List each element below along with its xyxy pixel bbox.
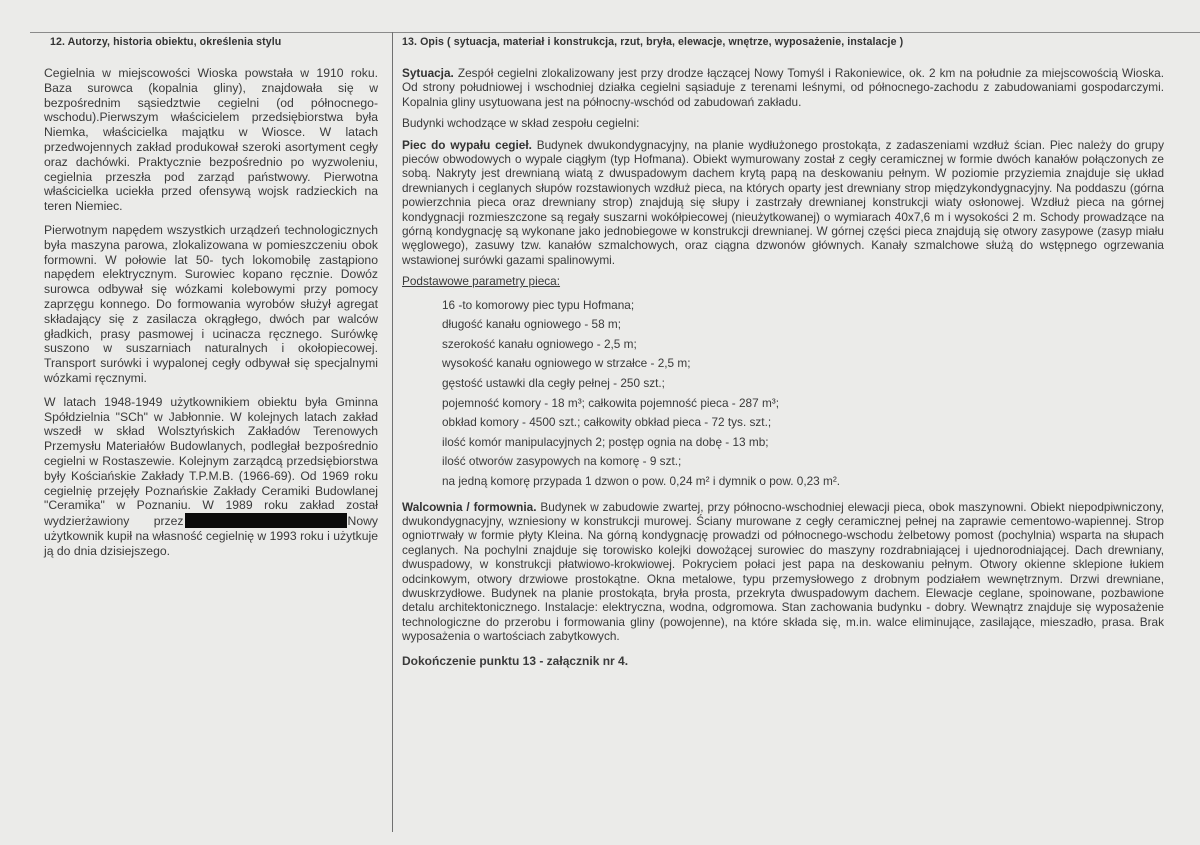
situation-text: Zespół cegielni zlokalizowany jest przy drodze łączącej Nowy Tomyśl i Rakoniewice, ok. 2 km na południe za miejscowością Wioska. Od strony południowej i wschodniej działka cegielni sąsiaduje z terenami leśnymi, od północnego-zachodu z zabudowaniami gospodarczymi. Kopalnia gliny usytuowana jest na północny-wschód od zabudowań zakładu. <box>402 66 1164 109</box>
kiln-parameter: szerokość kanału ogniowego - 2,5 m; <box>442 336 637 351</box>
column-divider <box>392 32 393 832</box>
mill-paragraph <box>402 500 1164 644</box>
kiln-parameter: obkład komory - 4500 szt.; całkowity obkład pieca - 72 tys. szt.; <box>442 415 772 430</box>
kiln-parameter: pojemność komory - 18 m³; całkowita pojemność pieca - 287 m³; <box>442 395 779 410</box>
section-13 <box>402 36 1164 668</box>
situation-paragraph <box>402 66 1164 109</box>
kiln-parameter: wysokość kanału ogniowego w strzałce - 2,5 m; <box>442 356 691 371</box>
history-paragraph-2: Pierwotnym napędem wszystkich urządzeń technologicznych była maszyna parowa, zlokalizowana w pomieszczeniu obok formowni. W połowie lat 50- tych lokomobilę zastąpiono napędem elektrycznym. Surowiec kopano ręcznie. Dowóz surowca odbywał się wózkami kolebowymi przy pomocy zaprzęgu konnego. Do formowania wyrobów służył agregat składający się z zasilacza okrągłego, dwóch par walców gładkich, prasy pasmowej i ucinacza ręcznego. Surówkę suszono w suszarniach naturalnych i okołopiecowej. Transport surówki i wypalonej cegły odbywał się specjalnymi wózkami ręcznymi. <box>44 222 378 385</box>
kiln-paragraph <box>402 138 1164 268</box>
section-12 <box>44 36 378 568</box>
kiln-parameter: 16 -to komorowy piec typu Hofmana; <box>442 297 635 312</box>
kiln-parameter: długość kanału ogniowego - 58 m; <box>442 317 622 332</box>
kiln-parameters-title: Podstawowe parametry pieca: <box>402 274 561 289</box>
kiln-lead: Piec do wypału cegieł. <box>402 137 532 152</box>
situation-lead: Sytuacja. <box>402 66 454 80</box>
buildings-intro: Budynki wchodzące w skład zespołu cegielni: <box>402 116 640 131</box>
header-rule <box>30 32 1200 33</box>
kiln-parameter: gęstość ustawki dla cegły pełnej - 250 szt.; <box>442 376 665 391</box>
history-paragraph-1: Cegielnia w miejscowości Wioska powstała w 1910 roku. Baza surowca (kopalnia gliny), znajdowała się w bezpośrednim sąsiedztwie cegielni (od północnego-wschodu).Pierwszym właścicielem przedsiębiorstwa była Niemka, właścicielka majątku w Wiosce. W latach przedwojennych zakład produkował szeroki asortyment cegły oraz dachówki. Praktycznie bezpośrednio po wyzwoleniu, cegielnia przeszła pod zarząd państwowy. Pierwotna właścicielka uciekła przed ofensywą wojsk radzieckich na teren Niemiec. <box>44 66 378 214</box>
kiln-parameter: ilość otworów zasypowych na komorę - 9 szt.; <box>442 454 682 469</box>
mill-lead: Walcownia / formownia. <box>402 499 537 514</box>
section-12-title: 12. Autorzy, historia obiektu, określenia stylu <box>50 36 282 48</box>
kiln-parameter: ilość komór manipulacyjnych 2; postęp ognia na dobę - 13 mb; <box>442 434 769 449</box>
history-paragraph-3-start: W latach 1948-1949 użytkownikiem obiektu była Gminna Spółdzielnia "SCh" w Jabłonnie. W kolejnych latach zakład wszedł w skład Wolsztyńskich Zakładów Terenowych Przemysłu Materiałów Budowlanych, podległał bezpośrednio cegielni w Rostaszewie. Kolejnym zarządcą przedsiębiorstwa były Kościańskie Zakłady T.P.M.B. (1966-69). Od 1969 roku cegielnię przejęły Poznańskie Zakłady Ceramiki Budowlanej "Ceramika" w Poznaniu. W 1989 roku zakład został wydzierżawiony przez <box>44 394 378 529</box>
history-paragraph-3 <box>44 395 378 559</box>
kiln-parameter: na jedną komorę przypada 1 dzwon o pow. 0,24 m² i dymnik o pow. 0,23 m². <box>442 474 841 489</box>
section-13-title: 13. Opis ( sytuacja, materiał i konstrukcja, rzut, bryła, elewacje, wnętrze, wyposażenie, instalacje ) <box>402 36 904 48</box>
kiln-text: Budynek dwukondygnacyjny, na planie wydłużonego prostokąta, z zadaszeniami wzdłuż ścian. Piec należy do grupy pieców obwodowych o wypale ciągłym (typ Hofmana). Obiekt wymurowany został z cegły ceramicznej w formie dwóch kanałów połączonych ze sobą. Nakryty jest drewnianą wiatą z dwuspadowym dachem krytą papą na deskowaniu pełnym. W poziomie przyziemia znajduje się układ drewnianych i ceglanych słupów rozstawionych wzdłuż pieca, na których oparty jest drewniany strop międzykondygnacyjny. Na poddaszu (górna powierzchnia pieca oraz drewniany strop) znajdują się słupy i zastrzały drewnianej konstrukcji wiaty osłonowej. Wzdłuż pieca na górnej kondygnacji rozmieszczone są regały suszarni wokółpiecowej (nieużytkowanej) o wymiarach 40x7,6 m i wysokości 2 m. Schody prowadzące na górną kondygnację są wykonane jako jednobiegowe w konstrukcji drewnianej. W górnej części pieca znajdują się otwory zasypowe (zasyp miału węglowego), zasuwy tzw. kanałów szmalchowych, oraz ciągna dzwonów głównych. Kanały szmalchowe służą do wstępnego ogrzewania wstawionej surówki gazami spalinowymi. <box>402 137 1164 267</box>
redaction-bar <box>185 513 347 528</box>
history-paragraph-3-end: Nowy użytkownik kupił na własność cegielnię w 1993 roku i użytkuje ją do dnia dzisiejszego. <box>44 514 378 558</box>
kiln-parameters-list <box>442 296 1164 492</box>
mill-text: Budynek w zabudowie zwartej, przy północno-wschodniej elewacji pieca, obok maszynowni. Obiekt niepodpiwniczony, dwukondygnacyjny, wzniesiony w konstrukcji murowej. Ściany murowane z cegły ceramicznej pełnej na zaprawie cementowo-wapiennej. Strop ognioтrwały w formie płyty Kleina. Na górną kondygnację prowadzi od północnego-wschodu żelbetowy pomost (pochylnia) wsparta na słupach ceglanych. Na pochylni znajduje się torowisko kolejki dowożącej surowiec do maszyny rozdrabniającej i ujednorodniającej. Dach drewniany, dwuspadowy, w konstrukcji płatwiowo-krokwiowej. Pokryciem połaci jest papa na deskowaniu pełnym. Otwory okienne sklepione łukiem odcinkowym, otwory drzwiowe prostokątne. Okna metalowe, typu przemysłowego z drobnym podziałem wewnętrznym. Drzwi drewniane, dwuskrzydłowe. Budynek na planie prostokąta, bryła prosta, przekryta dwuspadowym dachem. Elewacje ceglane, spoinowane, pozbawione detalu architektonicznego. Instalacje: elektryczna, wodna, odgromowa. Stan zachowania budynku - dobry. Wewnątrz znajduje się wyposażenie technologiczne do przerobu i formowania gliny (powojenne), na które składa się, m.in. walce eliminujące, zasilające, mieszadło, prasa. Brak wyposażenia o wartościach zabytkowych. <box>402 499 1164 644</box>
continuation-note: Dokończenie punktu 13 - załącznik nr 4. <box>402 653 629 668</box>
